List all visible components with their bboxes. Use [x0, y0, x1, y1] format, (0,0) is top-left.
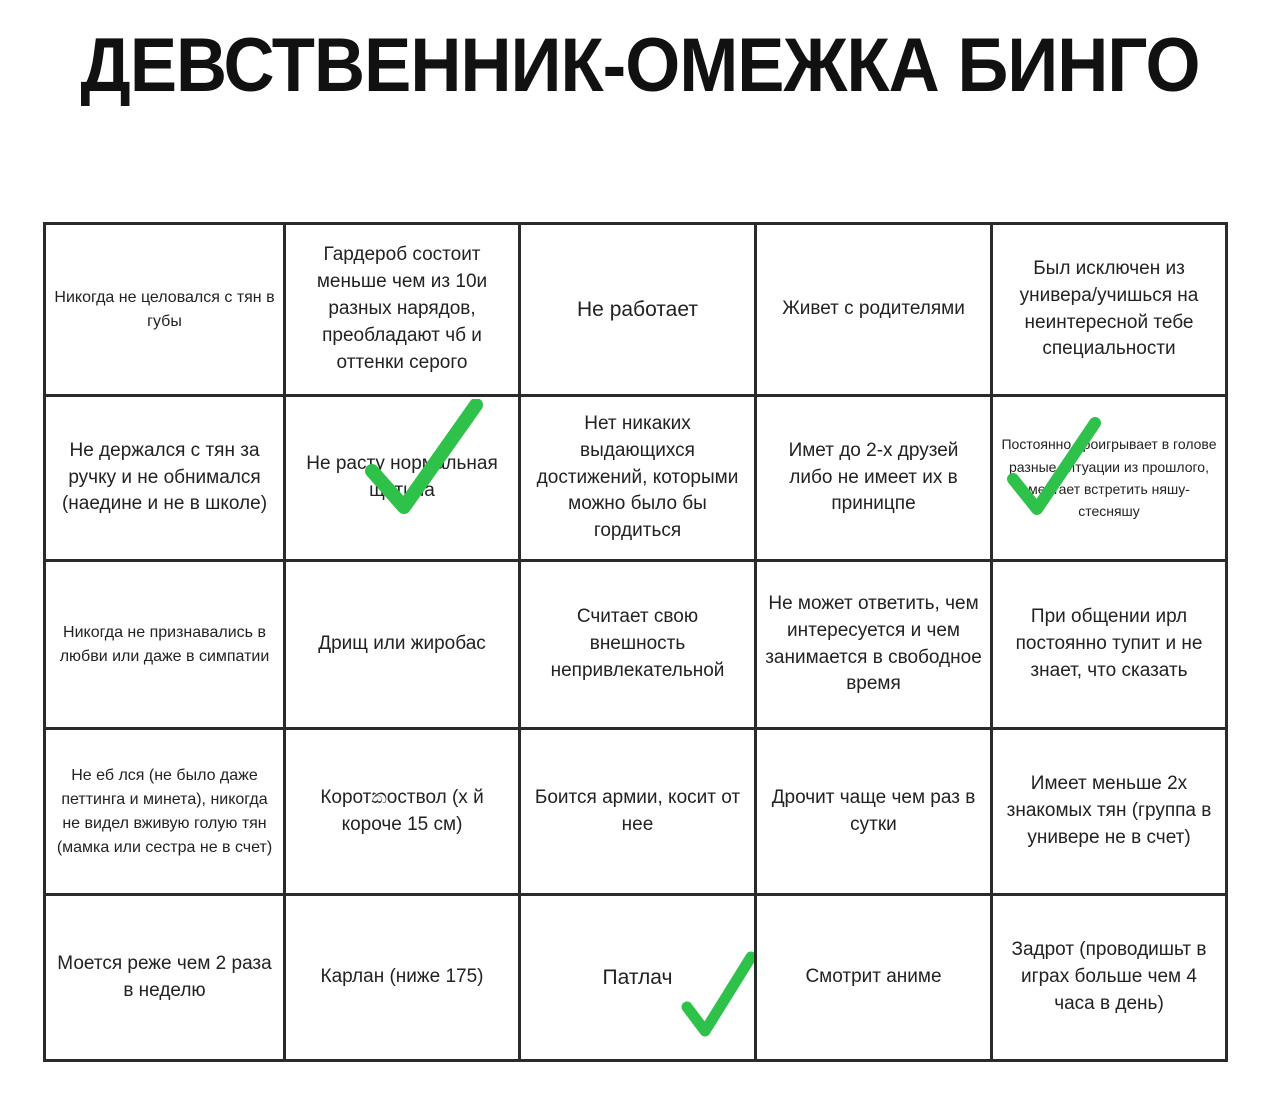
bingo-cell-text: Гардероб состоит меньше чем из 10и разных нарядов, преобладают чб и оттенки серого — [316, 244, 488, 373]
bingo-grid — [43, 222, 1228, 1062]
bingo-cell[interactable] — [757, 397, 993, 562]
bingo-cell[interactable] — [757, 896, 993, 1059]
bingo-cell-text: Был исключен из универа/учишься на неинтересной тебе специальности — [1019, 257, 1199, 360]
bingo-cell[interactable] — [46, 225, 286, 397]
bingo-cell-text: Коротකоствол (х й короче 15 см) — [320, 786, 484, 835]
bingo-cell-text: Смотрит аниме — [805, 966, 942, 988]
bingo-cell-text: Не может ответить, чем интересуется и чем занимается в свободное время — [765, 592, 982, 695]
bingo-cell[interactable] — [286, 730, 521, 896]
bingo-cell-text: Постоянно проигрывает в голове разные ситуации из прошлого, мечтает встретить няшу-стесняшу — [1001, 436, 1217, 520]
bingo-cell[interactable] — [521, 562, 757, 730]
bingo-cell[interactable] — [286, 896, 521, 1059]
bingo-cell-text: Дрищ или жиробас — [318, 633, 486, 655]
bingo-cell[interactable] — [993, 562, 1225, 730]
bingo-cell-text: Имет до 2-х друзей либо не имеет их в приницпе — [788, 439, 959, 515]
bingo-cell[interactable] — [757, 225, 993, 397]
bingo-cell-text: Никогда не целовался с тян в губы — [54, 288, 275, 330]
bingo-cell[interactable] — [286, 397, 521, 562]
bingo-cell[interactable] — [993, 397, 1225, 562]
bingo-cell[interactable] — [286, 562, 521, 730]
bingo-cell-text: Живет с родителями — [782, 298, 965, 320]
bingo-cell[interactable] — [521, 730, 757, 896]
bingo-cell-text: Нет никаких выдающихся достижений, которыми можно было бы гордиться — [536, 412, 739, 542]
bingo-cell[interactable] — [286, 225, 521, 397]
bingo-cell-text: Не работает — [577, 297, 698, 321]
bingo-cell[interactable] — [521, 225, 757, 397]
bingo-cell-text: Патлач — [602, 965, 673, 989]
bingo-cell[interactable] — [757, 730, 993, 896]
bingo-cell-text: Задрот (проводишьт в играх больше чем 4 часа в день) — [1011, 939, 1207, 1014]
bingo-cell-text: Не держался с тян за ручку и не обнимался (наедине и не в школе) — [61, 439, 268, 515]
bingo-cell[interactable] — [46, 397, 286, 562]
bingo-cell[interactable] — [521, 896, 757, 1059]
bingo-cell-text: Имеет меньше 2х знакомых тян (группа в универе не в счет) — [1006, 773, 1212, 848]
bingo-cell-text: Боится армии, косит от нее — [534, 786, 741, 835]
bingo-cell[interactable] — [521, 397, 757, 562]
bingo-cell[interactable] — [993, 730, 1225, 896]
bingo-cell[interactable] — [757, 562, 993, 730]
bingo-cell-text: Карлан (ниже 175) — [320, 966, 484, 988]
bingo-cell-text: При общении ирл постоянно тупит и не знает, что сказать — [1015, 606, 1203, 681]
bingo-cell-text: Моется реже чем 2 раза в неделю — [57, 952, 272, 1001]
bingo-cell[interactable] — [993, 225, 1225, 397]
bingo-cell[interactable] — [46, 562, 286, 730]
bingo-cell-text: Дрочит чаще чем раз в сутки — [771, 786, 976, 835]
bingo-cell-text: Считает свою внешность непривлекательной — [550, 606, 725, 681]
bingo-cell-text: Не расту нормальная щетина — [306, 453, 498, 501]
bingo-cell[interactable] — [46, 896, 286, 1059]
page-title: ДЕВСТВЕННИК-ОМЕЖКА БИНГО — [80, 23, 1200, 108]
bingo-cell-text: Никогда не признавались в любви или даже в симпатии — [59, 623, 270, 665]
bingo-cell-text: Не еб лся (не было даже петтинга и минета), никогда не видел вживую голую тян (мамка или сестра не в счет) — [56, 766, 273, 856]
checkmark-icon — [681, 951, 756, 1041]
bingo-cell[interactable] — [46, 730, 286, 896]
bingo-cell[interactable] — [993, 896, 1225, 1059]
